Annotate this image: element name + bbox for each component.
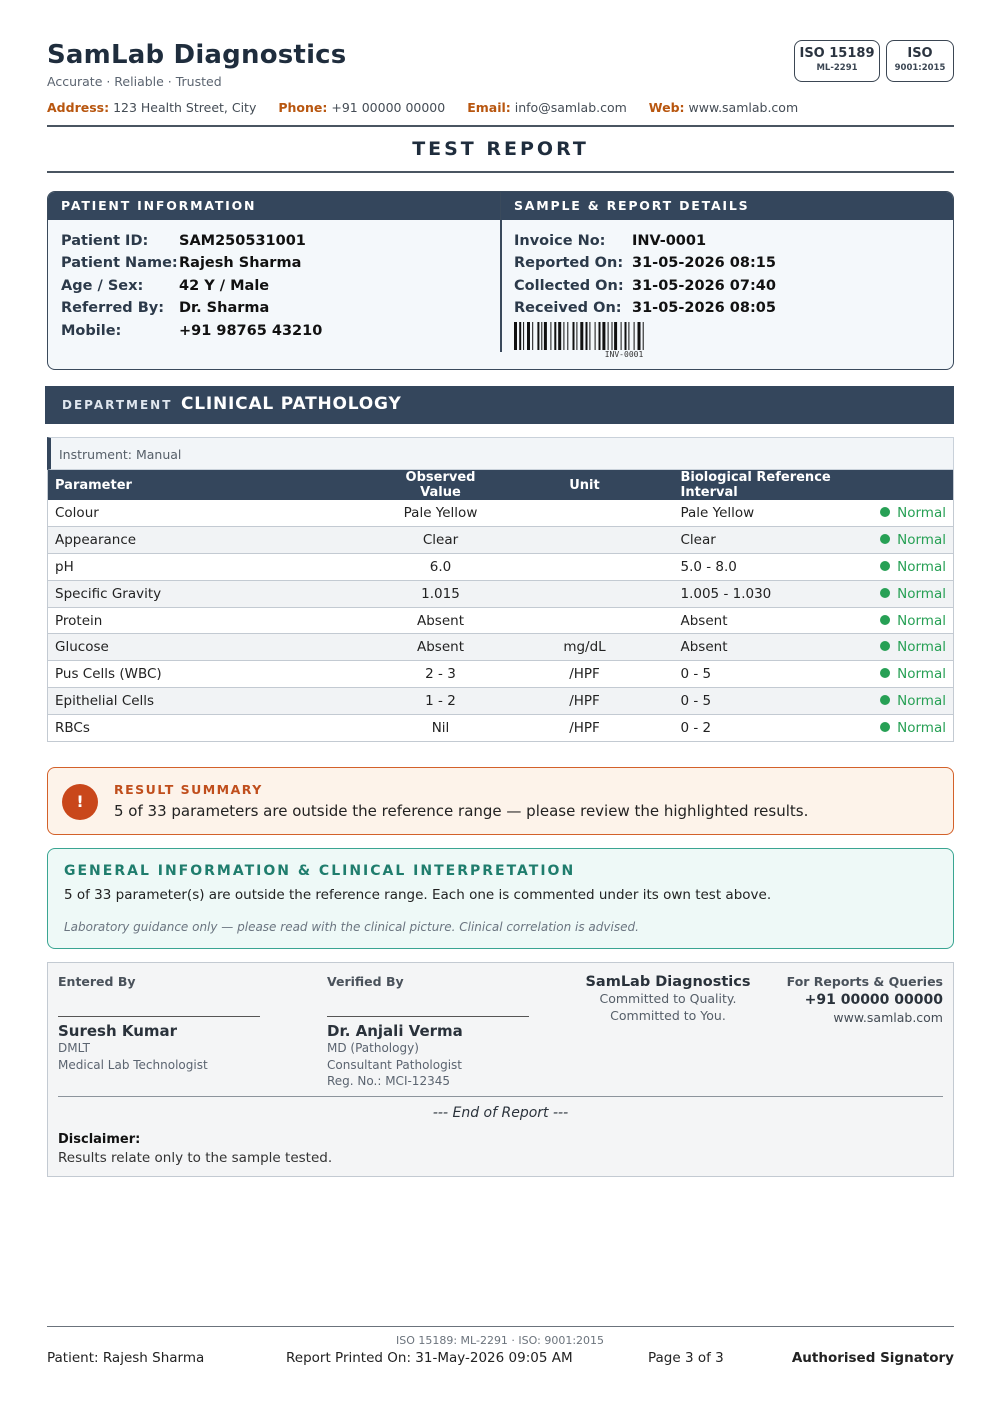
iso-badge-sub: ML-2291	[816, 63, 858, 73]
sample-row-label: Invoice No:	[514, 233, 606, 249]
cell-observed-value: 2 - 3	[386, 661, 496, 688]
verified-by-name: Dr. Anjali Verma	[327, 1022, 463, 1040]
signature-line	[327, 1016, 529, 1017]
cell-status	[854, 714, 954, 741]
patient-info-heading: PATIENT INFORMATION	[48, 192, 500, 220]
entered-by-block	[58, 974, 260, 1073]
cell-status	[854, 580, 954, 607]
lab-name: SamLab Diagnostics	[47, 40, 347, 70]
cell-reference-interval: Pale Yellow	[674, 500, 854, 527]
sample-row-label: Reported On:	[514, 255, 624, 272]
col-observed-value: Observed Value	[386, 470, 496, 500]
iso-badge-title: ISO	[907, 46, 933, 61]
email-label: Email:	[467, 100, 511, 115]
footer-printed-on: Report Printed On: 31-May-2026 09:05 AM	[286, 1350, 573, 1366]
footer-divider	[47, 1326, 954, 1327]
cell-observed-value: 1.015	[386, 580, 496, 607]
phone-value: +91 00000 00000	[331, 100, 446, 115]
cell-status	[854, 661, 954, 688]
cell-unit	[496, 527, 674, 554]
cell-observed-value: Absent	[386, 607, 496, 634]
col-reference-interval: Biological Reference Interval	[674, 470, 854, 500]
verified-by-qualification: MD (Pathology)	[327, 1041, 419, 1055]
patient-row-label: Age / Sex:	[61, 277, 144, 294]
status-dot-icon	[880, 641, 890, 651]
patient-row	[61, 252, 500, 274]
entered-by-designation: Medical Lab Technologist	[58, 1057, 208, 1072]
iso-15189-badge	[794, 40, 880, 82]
results-row	[48, 500, 954, 527]
status-label: Normal	[897, 585, 946, 602]
status-label: Normal	[897, 719, 946, 736]
footer-patient: Patient: Rajesh Sharma	[47, 1350, 205, 1366]
cell-observed-value: 1 - 2	[386, 688, 496, 715]
cell-observed-value: Clear	[386, 527, 496, 554]
report-title: TEST REPORT	[412, 138, 589, 160]
status-label: Normal	[897, 558, 946, 575]
results-row	[48, 688, 954, 715]
status-dot-icon	[880, 695, 890, 705]
queries-block	[787, 974, 943, 1025]
invoice-barcode	[514, 322, 734, 350]
cell-unit	[496, 554, 674, 581]
queries-heading: For Reports & Queries	[786, 974, 943, 989]
sample-info-panel	[501, 192, 953, 369]
report-header	[47, 40, 954, 115]
cell-parameter: Glucose	[48, 634, 386, 661]
cell-reference-interval: 5.0 - 8.0	[674, 554, 854, 581]
cell-parameter: Colour	[48, 500, 386, 527]
results-row	[48, 661, 954, 688]
lab-signoff-block	[568, 974, 768, 1024]
patient-row-label: Referred By:	[61, 300, 165, 317]
iso-badge-title: ISO 15189	[799, 46, 875, 61]
sample-row-value: 31-05-2026 07:40	[632, 277, 776, 294]
general-information	[47, 848, 954, 949]
cell-reference-interval: 0 - 2	[674, 714, 854, 741]
results-row	[48, 607, 954, 634]
patient-row-value: Rajesh Sharma	[179, 255, 302, 272]
patient-row	[61, 297, 500, 319]
department-name: CLINICAL PATHOLOGY	[181, 394, 402, 414]
disclaimer-heading: Disclaimer:	[58, 1132, 141, 1147]
iso-9001-badge	[886, 40, 954, 82]
instrument-note: Instrument: Manual	[47, 437, 954, 470]
cell-parameter: Pus Cells (WBC)	[48, 661, 386, 688]
sample-info-heading: SAMPLE & REPORT DETAILS	[501, 192, 953, 220]
results-table	[47, 470, 954, 742]
signature-line	[58, 1016, 260, 1017]
alert-icon: !	[62, 784, 98, 820]
verified-by-label: Verified By	[327, 974, 404, 989]
entered-by-label: Entered By	[58, 974, 136, 989]
cell-status	[854, 688, 954, 715]
cell-unit	[496, 500, 674, 527]
signature-section	[47, 962, 954, 1177]
cell-observed-value: Absent	[386, 634, 496, 661]
cell-parameter: RBCs	[48, 714, 386, 741]
cell-observed-value: Pale Yellow	[386, 500, 496, 527]
cell-parameter: pH	[48, 554, 386, 581]
results-row	[48, 554, 954, 581]
info-box	[47, 191, 954, 370]
cell-parameter: Protein	[48, 607, 386, 634]
cell-status	[854, 607, 954, 634]
lab-tagline: Accurate · Reliable · Trusted	[47, 74, 222, 89]
cell-status	[854, 634, 954, 661]
divider	[58, 1096, 943, 1097]
status-label: Normal	[897, 639, 946, 656]
patient-row-label: Patient Name:	[61, 255, 178, 272]
cell-reference-interval: Absent	[674, 634, 854, 661]
patient-row-value: +91 98765 43210	[179, 322, 323, 339]
cell-reference-interval: Absent	[674, 607, 854, 634]
general-text: 5 of 33 parameter(s) are outside the reference range. Each one is commented under its own test above.	[64, 887, 772, 903]
patient-row	[61, 230, 500, 252]
results-row	[48, 580, 954, 607]
col-status	[854, 470, 954, 500]
patient-row-label: Mobile:	[61, 322, 122, 339]
patient-row-value: Dr. Sharma	[179, 300, 270, 317]
sample-row-label: Received On:	[514, 300, 622, 317]
patient-row-label: Patient ID:	[61, 233, 149, 249]
status-label: Normal	[897, 612, 946, 629]
sample-row-value: 31-05-2026 08:05	[632, 300, 776, 317]
cell-reference-interval: 1.005 - 1.030	[674, 580, 854, 607]
email-value: info@samlab.com	[514, 100, 627, 115]
results-row	[48, 714, 954, 741]
status-dot-icon	[880, 561, 890, 571]
sample-row	[514, 297, 953, 319]
status-label: Normal	[897, 532, 946, 549]
sample-row	[514, 275, 953, 297]
cell-parameter: Specific Gravity	[48, 580, 386, 607]
patient-row	[61, 320, 500, 342]
web-label: Web:	[648, 100, 685, 115]
status-dot-icon	[880, 507, 890, 517]
cell-reference-interval: 0 - 5	[674, 688, 854, 715]
status-label: Normal	[897, 666, 946, 683]
department-label: DEPARTMENT	[62, 398, 173, 412]
lab-signoff-name: SamLab Diagnostics	[585, 974, 751, 990]
web-value: www.samlab.com	[688, 100, 799, 115]
cell-status	[854, 500, 954, 527]
status-dot-icon	[880, 534, 890, 544]
report-title-bar	[47, 125, 954, 173]
verified-by-designation: Consultant Pathologist	[327, 1057, 462, 1072]
summary-text: 5 of 33 parameters are outside the reference range — please review the highlighted results.	[114, 802, 809, 820]
sample-row-value: INV-0001	[632, 233, 707, 249]
results-row	[48, 634, 954, 661]
cell-reference-interval: Clear	[674, 527, 854, 554]
phone-label: Phone:	[278, 100, 328, 115]
lab-signoff-line: Committed to You.	[610, 1008, 726, 1023]
cell-status	[854, 554, 954, 581]
cell-unit: /HPF	[496, 688, 674, 715]
verified-by-block	[327, 974, 529, 1090]
cell-observed-value: 6.0	[386, 554, 496, 581]
cell-unit: mg/dL	[496, 634, 674, 661]
sample-row	[514, 252, 953, 274]
patient-row-value: 42 Y / Male	[179, 277, 270, 294]
patient-row-value: SAM250531001	[179, 233, 306, 249]
cell-unit	[496, 580, 674, 607]
footer-page-number: Page 3 of 3	[648, 1350, 724, 1366]
lab-signoff-line: Committed to Quality.	[599, 991, 737, 1006]
sample-row-value: 31-05-2026 08:15	[632, 255, 776, 272]
status-label: Normal	[897, 692, 946, 709]
patient-row	[61, 275, 500, 297]
cell-parameter: Appearance	[48, 527, 386, 554]
address-value: 123 Health Street, City	[113, 100, 257, 115]
footer-signatory: Authorised Signatory	[791, 1350, 954, 1366]
end-of-report: --- End of Report ---	[432, 1105, 569, 1121]
cell-unit: /HPF	[496, 714, 674, 741]
entered-by-name: Suresh Kumar	[58, 1022, 178, 1040]
summary-heading: RESULT SUMMARY	[114, 782, 263, 797]
contact-line	[47, 100, 816, 115]
general-heading: GENERAL INFORMATION & CLINICAL INTERPRETATION	[64, 863, 576, 879]
cell-status	[854, 527, 954, 554]
barcode-text: INV-0001	[604, 350, 644, 359]
patient-info-panel	[48, 192, 500, 369]
results-header-row	[48, 470, 954, 500]
entered-by-qualification: DMLT	[58, 1041, 90, 1055]
result-summary	[47, 767, 954, 835]
address-label: Address:	[47, 100, 110, 115]
status-dot-icon	[880, 588, 890, 598]
sample-row-label: Collected On:	[514, 277, 624, 294]
status-dot-icon	[880, 615, 890, 625]
status-dot-icon	[880, 722, 890, 732]
iso-badges	[794, 40, 954, 82]
cell-parameter: Epithelial Cells	[48, 688, 386, 715]
queries-phone: +91 00000 00000	[804, 992, 943, 1008]
results-row	[48, 527, 954, 554]
cell-unit: /HPF	[496, 661, 674, 688]
cell-unit	[496, 607, 674, 634]
general-note: Laboratory guidance only — please read with the clinical picture. Clinical correlation is advised.	[64, 920, 639, 934]
sample-row	[514, 230, 953, 252]
cell-reference-interval: 0 - 5	[674, 661, 854, 688]
disclaimer	[58, 1132, 332, 1166]
iso-badge-sub: 9001:2015	[894, 63, 946, 73]
status-dot-icon	[880, 668, 890, 678]
status-label: Normal	[897, 505, 946, 522]
queries-web: www.samlab.com	[833, 1010, 943, 1025]
cell-observed-value: Nil	[386, 714, 496, 741]
col-unit: Unit	[496, 470, 674, 500]
verified-by-registration: Reg. No.: MCI-12345	[327, 1074, 450, 1088]
footer-iso: ISO 15189: ML-2291 · ISO: 9001:2015	[395, 1334, 605, 1347]
col-parameter: Parameter	[48, 470, 386, 500]
department-bar	[45, 386, 954, 424]
disclaimer-text: Results relate only to the sample tested.	[58, 1150, 333, 1166]
